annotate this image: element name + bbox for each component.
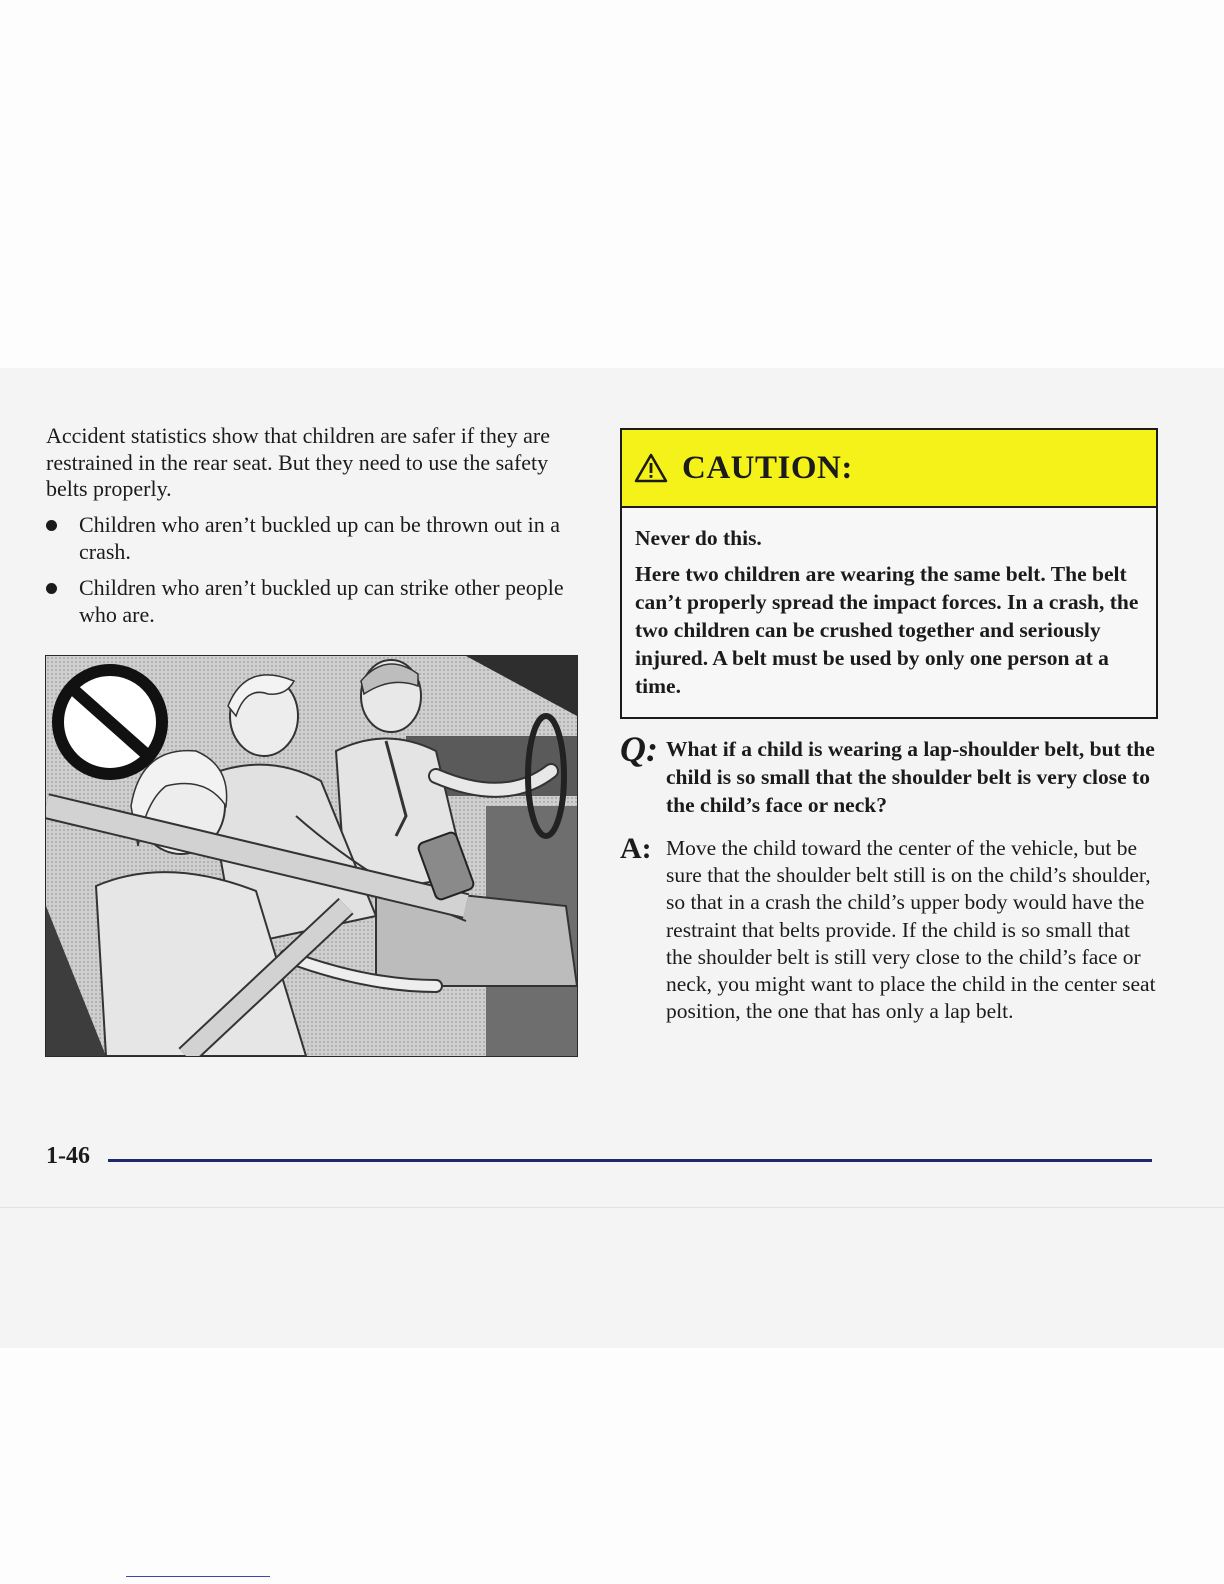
- caution-paragraph: Here two children are wearing the same belt. The belt can’t properly spread the impact forces. In a crash, the two children can be crushed together and seriously injured. A belt must be used by only one person at a time.: [635, 562, 1139, 698]
- caution-paragraph: Never do this.: [635, 526, 762, 550]
- bullet-text: Children who aren’t buckled up can strike other people who are.: [79, 575, 564, 627]
- question-block: [620, 729, 1160, 819]
- bullet-text: Children who aren’t buckled up can be thrown out in a crash.: [79, 512, 561, 564]
- two-children-one-belt-illustration: [45, 655, 578, 1057]
- page-edge-line: [0, 1207, 1224, 1208]
- footer-rule: [108, 1159, 1152, 1162]
- bullet-icon: [46, 583, 57, 594]
- prohibited-sign-icon: [50, 662, 170, 782]
- question-text: What if a child is wearing a lap-shoulder belt, but the child is so small that the shoulder belt is very close to the child’s face or neck?: [666, 737, 1155, 817]
- warning-triangle-icon: [634, 453, 668, 483]
- answer-mark: A:: [620, 832, 652, 865]
- caution-title: CAUTION:: [682, 449, 853, 486]
- intro-paragraph: Accident statistics show that children are safer if they are restrained in the rear seat. But they need to use the safety belts properly.: [46, 423, 550, 501]
- caution-header: [622, 430, 1156, 508]
- list-item: [46, 512, 576, 565]
- caution-body: [622, 508, 1156, 700]
- answer-block: [620, 832, 1160, 1025]
- question-mark: Q:: [620, 729, 658, 769]
- list-item: [46, 575, 576, 628]
- bullet-list: [46, 512, 576, 638]
- bullet-icon: [46, 520, 57, 531]
- answer-text: Move the child toward the center of the vehicle, but be sure that the shoulder belt still is on the child’s shoulder, so that in a crash the child’s upper body would have the restraint that belts provide. If the child is so small that the shoulder belt is still very close to the child’s face or neck, you might want to place the child in the center seat position, the one that has only a lap belt.: [666, 836, 1156, 1024]
- page-number: 1-46: [46, 1143, 90, 1169]
- bottom-link-underline: [126, 1576, 270, 1577]
- caution-box: [620, 428, 1158, 719]
